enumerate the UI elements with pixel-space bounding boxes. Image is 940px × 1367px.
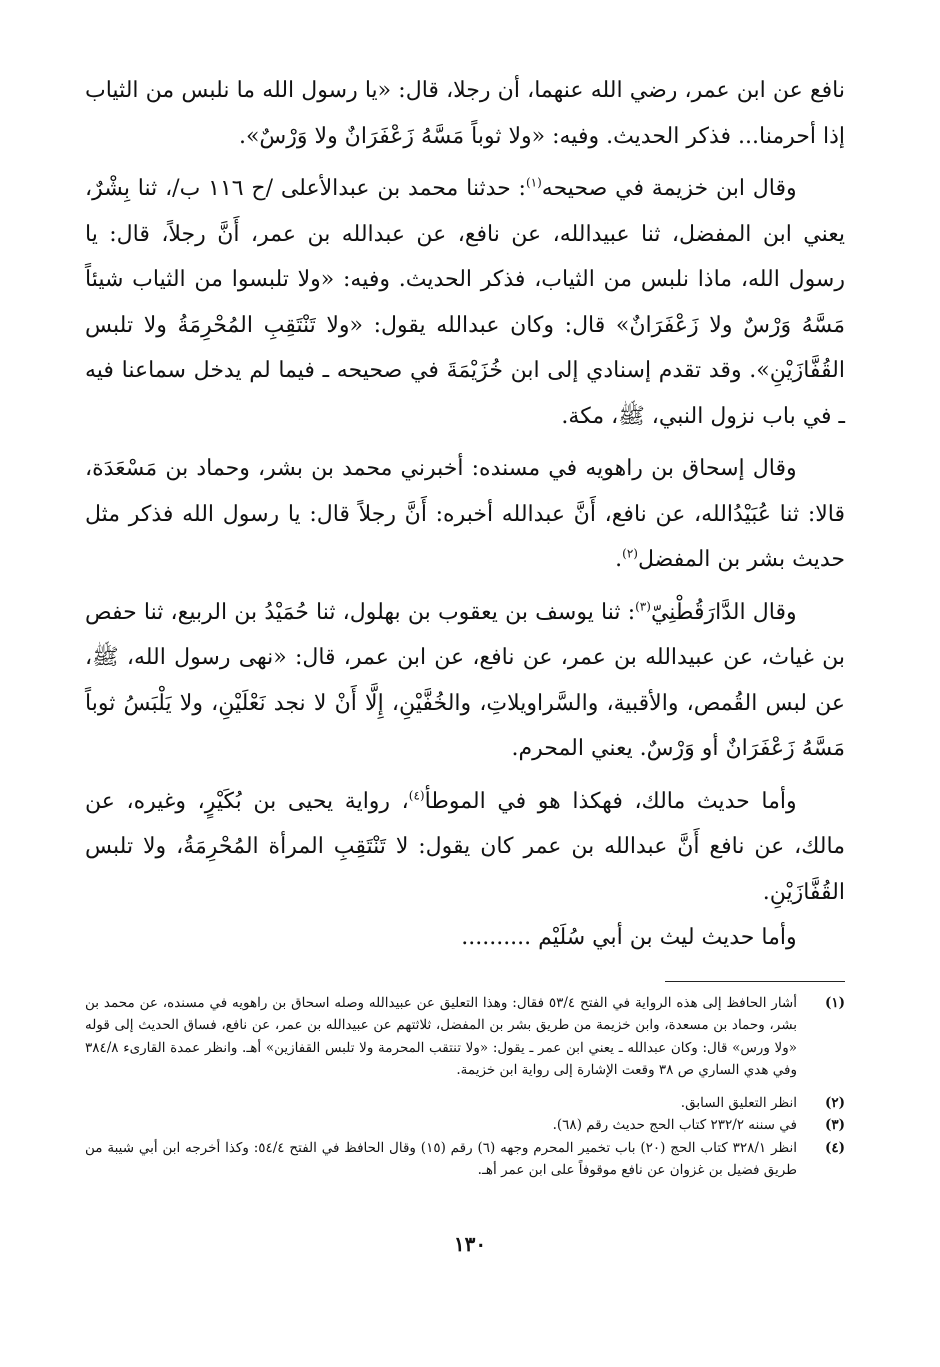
paragraph-4: وقال الدَّارَقُطْنِيّ$^{(٣)}$: ثنا يوسف بن يعقوب بن بهلول، ثنا حُمَيْدُ بن الربيع، ثنا حفص بن غياث، عن عبيدالله بن عمر، عن نافع، عن ابن عمر، قال: «نهى رسول الله، ﷺ، عن لبس القُمص، والأقبية، والسَّراويلاتِ، والخُفَّيْنِ، إِلَّا أَنْ لا نجد نَعْلَيْنِ، ولا يَلْبَسُ ثوباً مَسَّهُ زَعْفَرَانٌ أو وَرْسٌ. يعني المحرم. (85, 599, 845, 761)
footnote-text: أشار الحافظ إلى هذه الرواية في الفتح ٥٣/٤ فقال: وهذا التعليق عن عبيدالله وصله اسحاق بن راهويه في مسنده، عن محمد بن بشر، وحماد بن مسعدة، وابن خزيمة من طريق بشر بن المفضل، ثلاثتهم عن عبيدالله بن عمر، عن نافع، فساق الحديث إلى قوله «ولا ورس» قال: وكان عبدالله ـ يعني ابن عمر ـ يقول: «ولا تنتقب المحرمة ولا تلبس القفازين» أهـ. وانظر عمدة القارىء ٣٨٤/٨ وفي هدي الساري ص ٣٨ وقعت الإشارة إلى رواية ابن خزيمة. (85, 994, 797, 1078)
footnote-2 (85, 1092, 845, 1115)
main-text (85, 68, 845, 961)
footnote-marker-1: (١) (525, 175, 542, 190)
footnote-number: (٢) (824, 1094, 845, 1111)
paragraph-5: وأما حديث مالك، فهكذا هو في الموطأ$^{(٤)}$، رواية يحيى بن بُكَيْرٍ، وغيره، عن مالك، عن نافع أَنَّ عبدالله بن عمر كان يقول: لا تَنْتَقِبِ المرأة المُحْرِمَةُ، ولا تلبس القُفَّازَيْنِ. (85, 788, 845, 905)
footnote-number: (٤) (824, 1139, 845, 1156)
book-page (85, 68, 845, 1318)
footnote-4 (85, 1137, 845, 1182)
footnote-text: انظر ٣٢٨/١ كتاب الحج (٢٠) باب تخمير المحرم وجهه (٦) رقم (١٥) وقال الحافظ في الفتح ٥٤/٤: وكذا أخرجه ابن أبي شيبة من طريق فضيل بن غزوان عن نافع موقوفاً على ابن عمر أهـ. (85, 1139, 797, 1178)
footnote-1 (85, 992, 845, 1082)
footnote-3 (85, 1114, 845, 1137)
footnote-marker-2: (٢) (622, 546, 638, 561)
footnote-text: انظر التعليق السابق. (680, 1094, 797, 1111)
footnote-number: (٣) (824, 1117, 845, 1133)
paragraph-6: وأما حديث ليث بن أبي سُلَيْم .......... (461, 925, 797, 950)
footnote-text: في سننه ٢٣٢/٢ كتاب الحج حديث رقم (٦٨). (552, 1117, 797, 1133)
footnote-marker-4: (٤) (408, 788, 425, 803)
paragraph-3: وقال إسحاق بن راهويه في مسنده: أخبرني محمد بن بشر، وحماد بن مَسْعَدَة، قالا: ثنا عُبَيْدُالله، عن نافع، أَنَّ عبدالله أخبره: أَنَّ رجلاً قال: يا رسول الله فذكر مثل حديث بشر بن المفضل$^{(٢)}$. (85, 456, 845, 572)
footnotes (85, 992, 845, 1182)
page-number: ١٣٠ (453, 1232, 487, 1256)
paragraph-2: وقال ابن خزيمة في صحيحه$^{(١)}$: حدثنا محمد بن عبدالأعلى /ح ١١٦ ب/، ثنا بِشْرٌ، يعني ابن المفضل، ثنا عبيدالله، عن نافع، عن عبدالله بن عمر، أَنَّ رجلاً، قال: يا رسول الله، ماذا نلبس من الثياب، فذكر الحديث. وفيه: «ولا تلبسوا من الثياب شيئاً مَسَّهُ وَرْسٌ ولا زَعْفَرَانٌ» قال: وكان عبدالله يقول: «ولا تَنْتَقِبِ المُحْرِمَةُ ولا تلبس القُفَّازَيْنِ». وقد تقدم إسنادي إلى ابن خُزَيْمَةَ في صحيحه ـ فيما لم يدخل سماعنا فيه ـ في باب نزول النبي، ﷺ، مكة. (85, 175, 845, 429)
paragraph-1: نافع عن ابن عمر، رضي الله عنهما، أن رجلا، قال: «يا رسول الله ما نلبس من الثياب إذا أحرمنا... فذكر الحديث. وفيه: «ولا ثوباً مَسَّهُ زَعْفَرَانٌ ولا وَرْسٌ». (85, 78, 845, 149)
footnote-number: (١) (824, 994, 845, 1011)
footnote-marker-3: (٣) (635, 599, 651, 614)
footnote-divider (665, 981, 845, 982)
